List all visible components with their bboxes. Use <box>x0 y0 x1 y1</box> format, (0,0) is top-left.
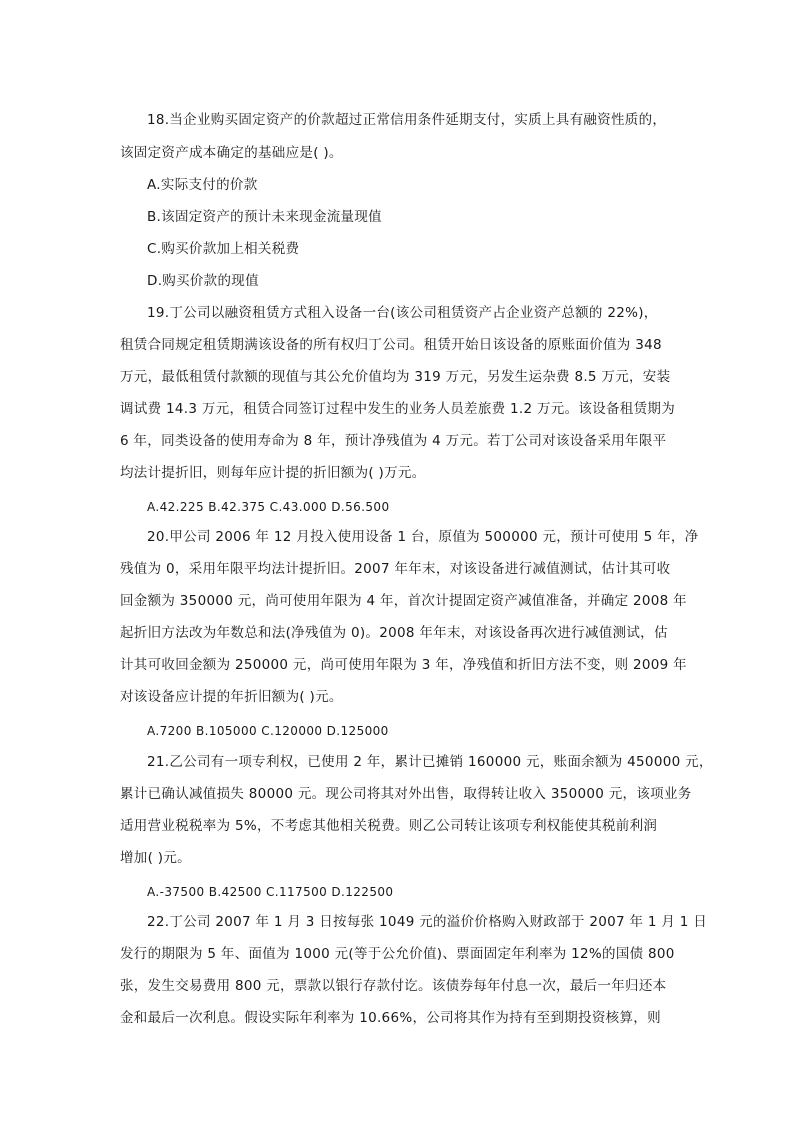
q19-line-2: 租赁合同规定租赁期满该设备的所有权归丁公司。租赁开始日该设备的原账面价值为 348 <box>120 337 662 353</box>
q20-line-1: 20.甲公司 2006 年 12 月投入使用设备 1 台，原值为 500000 元，预计可使用 5 年，净 <box>147 529 699 545</box>
q22-line-4: 金和最后一次利息。假设实际年利率为 10.66%，公司将其作为持有至到期投资核算，则 <box>120 1010 661 1026</box>
q20-line-5: 计其可收回金额为 250000 元，尚可使用年限为 3 年，净残值和折旧方法不变，则 2009 年 <box>120 657 687 673</box>
q20-line-3: 回金额为 350000 元，尚可使用年限为 4 年，首次计提固定资产减值准备，并确定 2008 年 <box>120 593 687 609</box>
q19-line-4: 调试费 14.3 万元，租赁合同签订过程中发生的业务人员差旅费 1.2 万元。该设备租赁期为 <box>120 401 675 417</box>
q18-line-2: 该固定资产成本确定的基础应是( )。 <box>120 145 343 161</box>
q22-line-3: 张，发生交易费用 800 元，票款以银行存款付讫。该债券每年付息一次，最后一年归还本 <box>120 978 667 994</box>
q22-line-1: 22.丁公司 2007 年 1 月 3 日按每张 1049 元的溢价价格购入财政部于 2007 年 1 月 1 日 <box>147 914 708 930</box>
q21-options: A.-37500 B.42500 C.117500 D.122500 <box>147 885 394 899</box>
q21-line-3: 适用营业税税率为 5%，不考虑其他相关税费。则乙公司转让该项专利权能使其税前利润 <box>120 818 658 834</box>
q18-option-c: C.购买价款加上相关税费 <box>147 241 300 257</box>
q21-line-2: 累计已确认减值损失 80000 元。现公司将其对外出售，取得转让收入 350000 元，该项业务 <box>120 786 692 802</box>
q20-line-2: 残值为 0，采用年限平均法计提折旧。2007 年年末，对该设备进行减值测试，估计其可收 <box>120 561 671 577</box>
q20-line-4: 起折旧方法改为年数总和法(净残值为 0)。2008 年年末，对该设备再次进行减值测试，估 <box>120 625 668 641</box>
q19-line-6: 均法计提折旧，则每年应计提的折旧额为( )万元。 <box>120 465 426 481</box>
q19-line-3: 万元，最低租赁付款额的现值与其公允价值均为 319 万元，另发生运杂费 8.5 万元，安装 <box>120 369 671 385</box>
q18-option-b: B.该固定资产的预计未来现金流量现值 <box>147 209 382 225</box>
q21-line-4: 增加( )元。 <box>120 850 191 866</box>
q19-line-5: 6 年，同类设备的使用寿命为 8 年，预计净残值为 4 万元。若丁公司对该设备采用年限平 <box>120 433 667 449</box>
q20-options: A.7200 B.105000 C.120000 D.125000 <box>147 724 389 738</box>
q20-line-6: 对该设备应计提的年折旧额为( )元。 <box>120 689 343 705</box>
q21-line-1: 21.乙公司有一项专利权，已使用 2 年，累计已摊销 160000 元，账面余额为 450000 元， <box>147 754 713 770</box>
q18-option-a: A.实际支付的价款 <box>147 177 258 193</box>
q19-line-1: 19.丁公司以融资租赁方式租入设备一台(该公司租赁资产占企业资产总额的 22%)， <box>147 305 658 321</box>
q18-option-d: D.购买价款的现值 <box>147 273 259 289</box>
q19-options: A.42.225 B.42.375 C.43.000 D.56.500 <box>147 500 390 514</box>
q22-line-2: 发行的期限为 5 年、面值为 1000 元(等于公允价值)、票面固定年利率为 12%的国债 800 <box>120 946 675 962</box>
q18-line-1: 18.当企业购买固定资产的价款超过正常信用条件延期支付，实质上具有融资性质的， <box>147 112 667 128</box>
